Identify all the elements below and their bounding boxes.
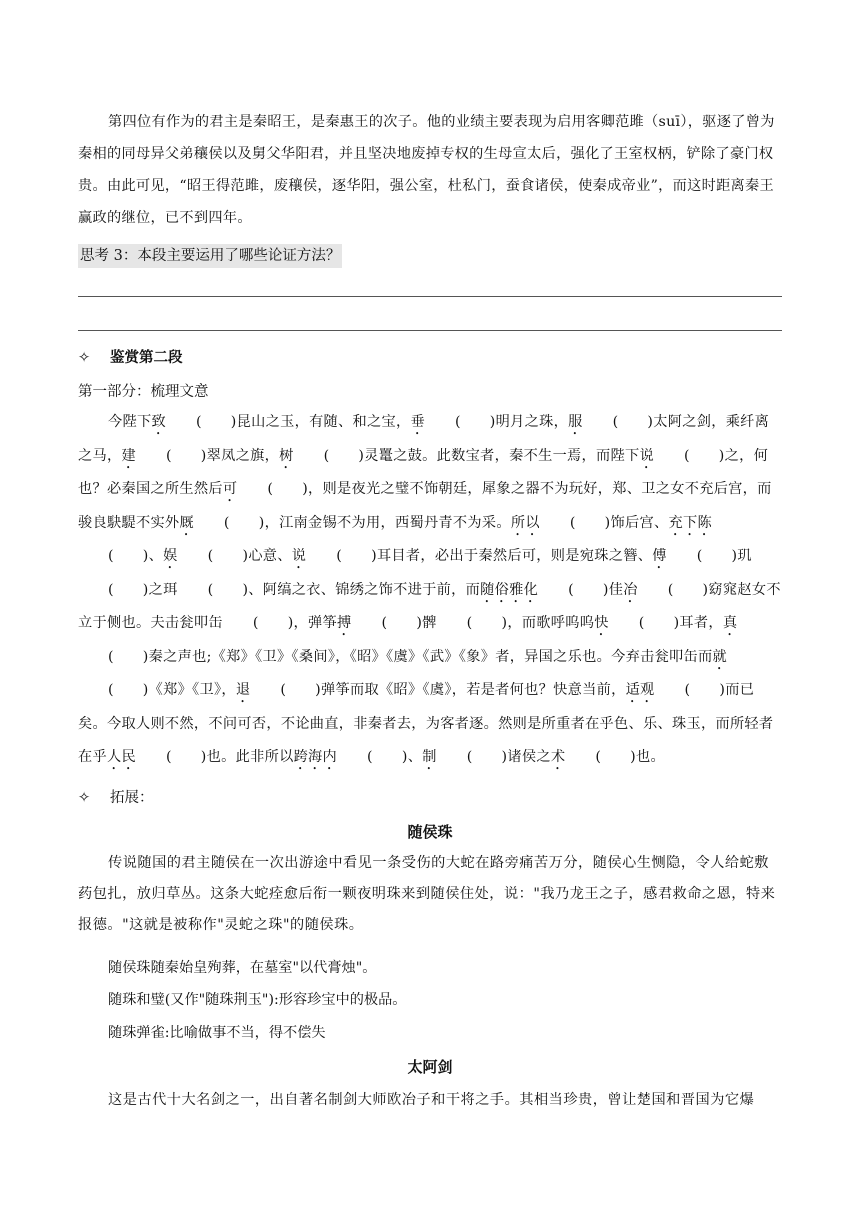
fill-blank: ( ) [165,447,207,464]
passage-text: 明月之珠， [495,414,569,430]
classical-passage [78,406,782,775]
fill-blank: ( ) [684,682,726,698]
fill-blank: ( ) [207,581,249,598]
emphasized-word: 搏 [337,615,352,631]
fill-blank: ( ) [323,447,365,464]
fill-blank: ( ) [280,682,322,698]
fill-blank: ( ) [108,648,149,665]
answer-line-1 [78,296,782,297]
fill-blank: ( ) [612,414,654,430]
passage-text: 翠凤之旗， [206,447,280,464]
emphasized-word: 树 [279,447,294,464]
emphasized-word: 致 [151,414,166,430]
extension-label: 拓展： [110,790,154,806]
suihouzhu-paragraph: 传说随国的君主随侯在一次出游途中看见一条受伤的大蛇在路旁痛苦万分，随侯心生恻隐，令人给蛇敷药包扎，放归草丛。这条大蛇痊愈后衔一颗夜明珠来到随侯住处，说："我乃龙王之子，感君救命之恩，特来报德。"这就是被称作"灵蛇之珠"的随侯珠。 [78,855,776,933]
section-heading-text: 鉴赏第二段 [110,349,183,366]
passage-text: 太阿之剑，乘纤离之马， [78,414,770,464]
fill-blank: ( ) [568,581,609,598]
emphasized-word: 娱 [163,548,178,564]
emphasized-word: 人民 [106,749,136,765]
fill-blank: ( ) [381,615,423,631]
emphasized-word: 制 [422,749,437,765]
fill-blank: ( ) [569,514,611,531]
passage-text: 之珥 [148,581,178,598]
diamond-icon: ✧ [78,790,91,806]
emphasized-word: 跨海内 [293,749,338,765]
emphasized-word: 厩 [179,514,194,531]
fill-blank: ( ) [207,548,249,564]
emphasized-word: 真 [722,615,738,631]
fill-blank: ( ) [108,581,149,598]
fill-blank: ( ) [108,682,149,698]
fill-blank: ( ) [223,514,265,531]
fill-blank: ( ) [252,615,294,631]
fill-blank: ( ) [454,414,496,430]
fill-blank: ( ) [638,615,680,631]
fill-blank: ( ) [466,749,508,765]
emphasized-word: 傅 [652,548,667,564]
emphasized-word: 冶 [623,581,638,598]
fill-blank: ( ) [595,749,636,765]
emphasized-word: 所以 [510,514,540,531]
section-heading [78,346,183,370]
passage-text: 、 [148,548,164,564]
emphasized-word: 说 [639,447,654,464]
passage-text: 耳目者，必出于秦然后可，则是宛珠之簪、 [376,548,653,564]
passage-text: 髀 [422,615,437,631]
passage-text: 、阿缟之衣、锦绣之饰不进于前，而 [248,581,481,598]
fill-blank: ( ) [195,414,237,430]
passage-text: 、 [407,749,423,765]
passage-text: 弹筝而取《昭》《虞》，若是者何也？快意当前， [321,682,626,698]
passage-text: 昆山之玉，有随、和之宝， [236,414,411,430]
passage-text: ，弹筝 [293,615,338,631]
part-label: 第一部分：梳理文意 [78,384,209,400]
emphasized-word: 退 [235,682,251,698]
emphasized-word: 就 [712,648,728,665]
fill-blank: ( ) [367,749,408,765]
emphasized-word: 建 [121,447,136,464]
passage-text: ，江南金锡不为用，西蜀丹青不为采。 [264,514,511,531]
passage-text: 之，何也？必秦国之所生然后 [78,447,769,497]
passage-text: 窈窕赵女不立于侧也。夫击瓮叩缶 [78,581,781,631]
fill-blank: ( ) [684,447,725,464]
passage-text: 心意、 [248,548,292,564]
passage-text: 佳 [608,581,624,598]
passage-text: 而已矣。今取人则不然，不问可否，不论曲直，非秦者去，为客者逐。然则是所重者在乎色、乐、珠玉，而所轻者在乎 [78,682,774,765]
passage-text: 饰后宫、 [610,514,669,531]
section-title-suihouzhu: 随侯珠 [407,823,453,841]
think-question-3: 思考 3：本段主要运用了哪些论证方法？ [78,244,342,268]
fill-blank: ( ) [267,481,309,497]
fill-blank: ( ) [696,548,738,564]
fill-blank: ( ) [667,581,709,598]
suihouzhu-note-3: 随珠弹雀:比喻做事不当，得不偿失 [108,1025,326,1041]
extension-heading [78,786,154,810]
diamond-icon: ✧ [78,350,91,366]
passage-text: ，则是夜光之璧不饰朝廷，犀象之器不为玩好，郑、卫之女不充后宫，而骏良駃騠不实外 [78,481,772,531]
emphasized-word: 垂 [410,414,425,430]
passage-text: 灵鼍之鼓。此数宝者，秦不生一焉，而陛下 [364,447,640,464]
emphasized-word: 快 [594,615,609,631]
emphasized-word: 适观 [625,682,655,698]
passage-text: 玑 [737,548,752,564]
suihouzhu-note-2: 随珠和璧(又作"随珠荆玉"):形容珍宝中的极品。 [108,992,407,1008]
passage-text: 也。 [635,749,665,765]
suihouzhu-note-1: 随侯珠随秦始皇殉葬，在墓室"以代膏烛"。 [108,960,377,976]
answer-line-2 [78,330,782,331]
emphasized-word: 服 [568,414,583,430]
passage-text: 也。此非所以 [206,749,294,765]
fill-blank: ( ) [165,749,207,765]
emphasized-word: 充下陈 [668,514,712,531]
passage-text: 耳者， [679,615,723,631]
passage-text: ，而歌呼呜呜 [507,615,595,631]
fill-blank: ( ) [108,548,149,564]
emphasized-word: 可 [222,481,238,497]
fill-blank: ( ) [336,548,377,564]
passage-text: 今陛下 [108,414,152,430]
taiajian-paragraph: 这是古代十大名剑之一，出自著名制剑大师欧冶子和干将之手。其相当珍贵，曾让楚国和晋国为它爆 [108,1092,755,1108]
fill-blank: ( ) [466,615,508,631]
passage-text: 《郑》《卫》， [148,682,236,698]
passage-text: 诸侯之 [507,749,551,765]
section-title-taiajian: 太阿剑 [407,1058,453,1076]
passage-text: 秦之声也;《郑》《卫》《桑间》，《昭》《虞》《武》《象》者，异国之乐也。今弃击瓮叩缶而 [148,648,713,665]
emphasized-word: 说 [291,548,307,564]
intro-paragraph: 第四位有作为的君主是秦昭王，是秦惠王的次子。他的业绩主要表现为启用客卿范雎（suī），驱逐了曾为秦相的同母异父弟穰侯以及舅父华阳君，并且坚决地废掉专权的生母宣太后，强化了王室权柄，铲除了豪门权贵。由此可见，“昭王得范雎，废穰侯，逐华阳，强公室，杜私门，蚕食诸侯，使秦成帝业”，而这时距离秦王赢政的继位，已不到四年。 [78,114,775,226]
emphasized-word: 随俗雅化 [480,581,539,598]
emphasized-word: 术 [550,749,566,765]
